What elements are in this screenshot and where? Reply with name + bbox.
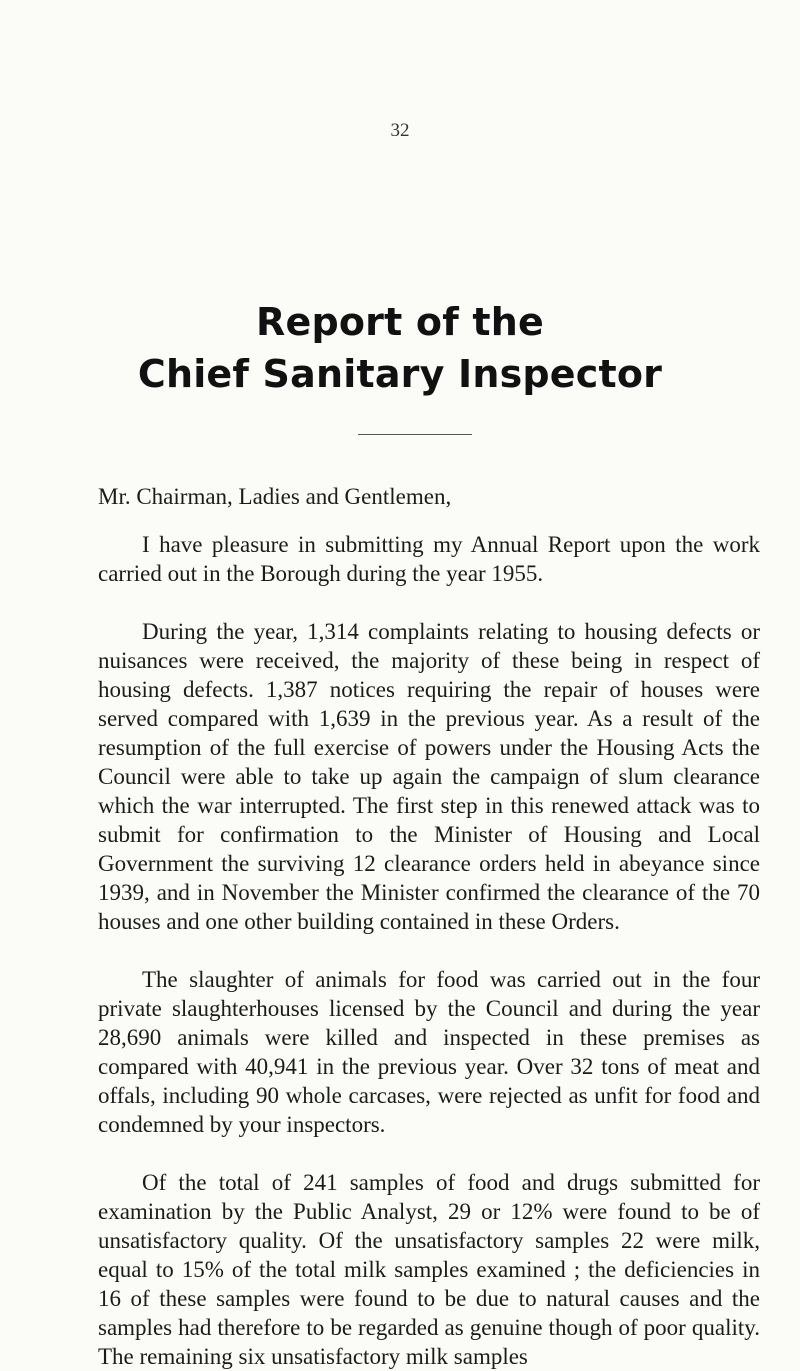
report-body (98, 482, 760, 1371)
paragraph-slaughter: The slaughter of animals for food was carried out in the four private slaughterhouses licensed by the Council and during the year 28,690 animals were killed and inspected in these premises as compared with 40,941 in the previous year. Over 32 tons of meat and offals, including 90 whole carcases, were rejected as unfit for food and condemned by your inspectors. (98, 967, 760, 1137)
paragraph-samples: Of the total of 241 samples of food and drugs submitted for examination by the Public Analyst, 29 or 12% were found to be of unsatisfactory quality. Of the unsatisfactory samples 22 were milk, equal to 15% of the total milk samples examined ; the deficiencies in 16 of these samples were found to be due to natural causes and the samples had therefore to be regarded as genuine though of poor quality. The remaining six unsatisfactory milk samples (98, 1170, 760, 1369)
title-divider (358, 434, 472, 435)
page-number: 32 (390, 120, 410, 141)
paragraph-housing: During the year, 1,314 complaints relating to housing defects or nuisances were received, the majority of these being in respect of housing defects. 1,387 notices requiring the repair of houses were served compared with 1,639 in the previous year. As a result of the resumption of the full exercise of powers under the Housing Acts the Council were able to take up again the campaign of slum clearance which the war interrupted. The first step in this renewed attack was to submit for confirmation to the Minister of Housing and Local Government the surviving 12 clearance orders held in abeyance since 1939, and in November the Minister confirmed the clearance of the 70 houses and one other building contained in these Orders. (98, 619, 760, 934)
title-line-2: Chief Sanitary Inspector (137, 352, 663, 396)
paragraph-intro: I have pleasure in submitting my Annual Report upon the work carried out in the Borough during the year 1955. (98, 532, 760, 586)
title-line-1: Report of the (256, 300, 544, 344)
salutation: Mr. Chairman, Ladies and Gentlemen, (98, 484, 452, 509)
report-title (0, 296, 800, 400)
